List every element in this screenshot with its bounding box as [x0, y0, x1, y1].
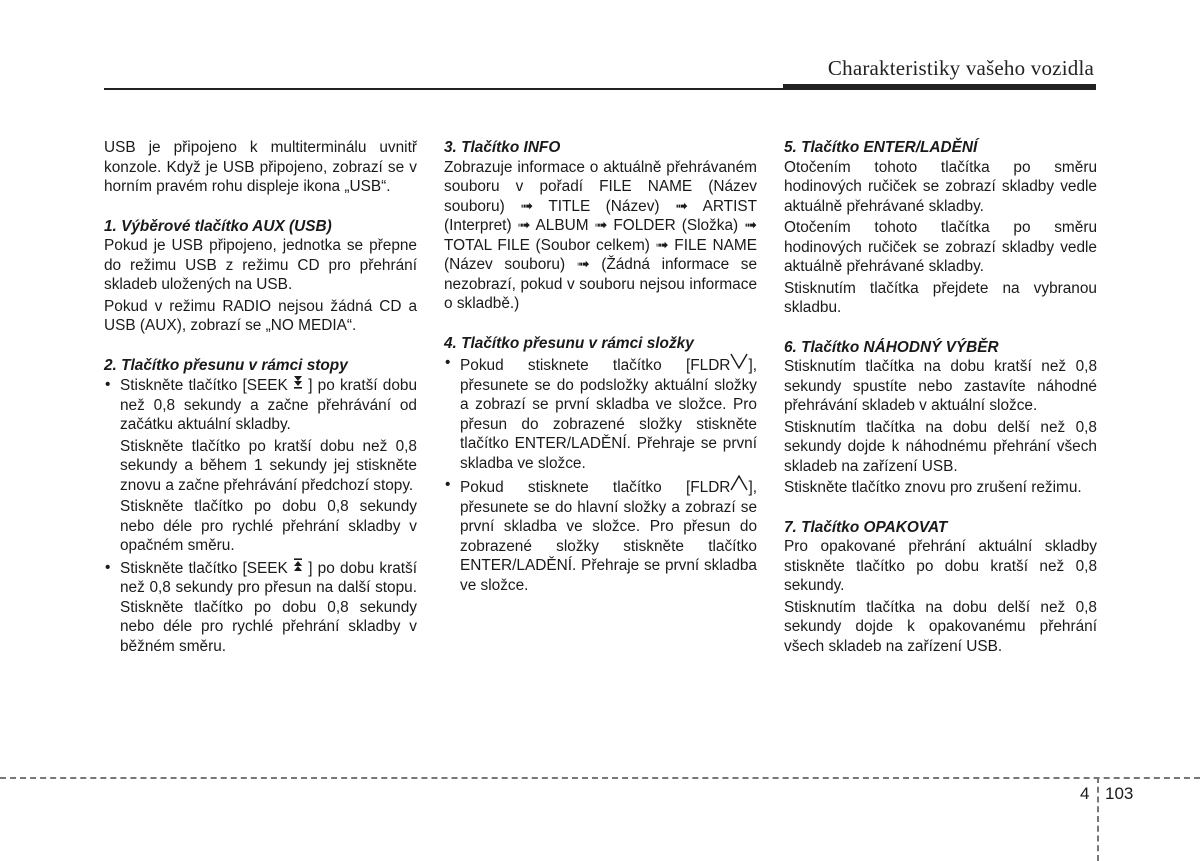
paragraph: Stiskněte tlačítko po dobu 0,8 sekundy nebo déle pro rychlé přehrání skladby v opačném směru.: [120, 498, 417, 554]
section-heading-track-seek: 2. Tlačítko přesunu v rámci stopy: [104, 356, 348, 374]
chevron-down-icon: [730, 353, 748, 376]
arrow-right-icon: ➟: [517, 217, 531, 234]
section-heading-random: 6. Tlačítko NÁHODNÝ VÝBĚR: [784, 338, 999, 356]
paragraph: Stisknutím tlačítka na dobu kratší než 0,8 sekundy spustíte nebo zastavíte náhodné přehrávání skladeb v aktuální složce.: [784, 358, 1097, 414]
paragraph: Otočením tohoto tlačítka po směru hodinových ručiček se zobrazí skladby vedle aktuálně přehrávané skladby.: [784, 219, 1097, 275]
info-paragraph: Zobrazuje informace o aktuálně přehrávaném souboru v pořadí FILE NAME (Název souboru) ➟ TITLE (Název) ➟ ARTIST (Interpret) ➟ ALBUM ➟ FOLDER (Složka) ➟ TOTAL FILE (Soubor celkem) ➟ FILE NAME (Název souboru) ➟ (Žádná informace se nezobrazí, pokud v souboru nejsou informace o skladbě.): [444, 158, 758, 312]
section-heading-repeat: 7. Tlačítko OPAKOVAT: [784, 518, 948, 536]
paragraph: Stisknutím tlačítka přejdete na vybranou skladbu.: [784, 279, 1097, 316]
seek-down-icon: [293, 375, 303, 396]
page-header-title: Charakteristiky vašeho vozidla: [827, 56, 1094, 80]
bullet-item: • Pokud stisknete tlačítko [FLDR ], přesunete se do hlavní složky a zobrazí se první skladba ve složce. Pro přesun do zobrazené složky stiskněte tlačítko ENTER/LADĚNÍ. Přehraje se první skladba ve složce.: [444, 475, 757, 595]
footer-divider: [0, 777, 1200, 779]
section-heading-enter-tune: 5. Tlačítko ENTER/LADĚNÍ: [784, 139, 978, 156]
paragraph: Stisknutím tlačítka na dobu delší než 0,8 sekundy dojde k náhodnému přehrání všech skladeb na zařízení USB.: [784, 418, 1097, 475]
usb-intro-paragraph: USB je připojeno k multiterminálu uvnitř konzole. Když je USB připojeno, zobrazí se v horním pravém rohu displeje ikona „USB“.: [104, 139, 417, 195]
footer-vertical-divider: [1097, 777, 1099, 861]
column-right: [784, 138, 1097, 658]
paragraph: Pokud v režimu RADIO nejsou žádná CD a USB (AUX), zobrazí se „NO MEDIA“.: [104, 297, 417, 334]
page-number: 103: [1105, 784, 1134, 803]
section-heading-info: 3. Tlačítko INFO: [444, 139, 561, 156]
paragraph: Pokud je USB připojeno, jednotka se přepne do režimu USB z režimu CD pro přehrání skladeb uložených na USB.: [104, 237, 417, 293]
paragraph: Stisknutím tlačítka na dobu delší než 0,8 sekundy dojde k opakovanému přehrání všech skladeb na zařízení USB.: [784, 598, 1097, 655]
paragraph: Stiskněte tlačítko znovu pro zrušení režimu.: [784, 479, 1082, 496]
column-left: [104, 138, 417, 658]
bullet-item: • Pokud stisknete tlačítko [FLDR ], přesunete se do podsložky aktuální složky a zobrazí se první skladba ve složce. Pro přesun do zobrazené složky stiskněte tlačítko ENTER/LADĚNÍ. Přehraje se první skladba ve složce.: [444, 353, 757, 473]
column-middle: [444, 138, 757, 597]
arrow-right-icon: ➟: [655, 236, 669, 254]
arrow-right-icon: ➟: [594, 217, 608, 234]
section-heading-aux-usb: 1. Výběrové tlačítko AUX (USB): [104, 217, 332, 235]
chevron-up-icon: [730, 475, 748, 498]
bullet-item: • Stiskněte tlačítko [SEEK ] po dobu kratší než 0,8 sekundy pro přesun na další stopu. Stiskněte tlačítko po dobu 0,8 sekundy nebo déle pro rychlé přehrání skladby v běžném směru.: [104, 558, 417, 657]
paragraph: Stiskněte tlačítko po kratší dobu než 0,8 sekundy a během 1 sekundy jej stiskněte znovu a začne přehrávání předchozí stopy.: [120, 437, 417, 494]
paragraph: Otočením tohoto tlačítka po směru hodinových ručiček se zobrazí skladby vedle aktuálně přehrávané skladby.: [784, 158, 1097, 215]
arrow-right-icon: ➟: [576, 256, 590, 273]
paragraph: Pro opakované přehrání aktuální skladby stiskněte tlačítko po dobu kratší než 0,8 sekundy.: [784, 538, 1097, 594]
header-rule-accent: [783, 84, 1096, 90]
seek-up-icon: [293, 558, 303, 579]
section-heading-folder-move: 4. Tlačítko přesunu v rámci složky: [444, 334, 694, 352]
arrow-right-icon: ➟: [520, 197, 534, 215]
arrow-right-icon: ➟: [675, 197, 688, 215]
bullet-item: • Stiskněte tlačítko [SEEK ] po kratší dobu než 0,8 sekundy a začne přehrávání od začátku aktuální skladby.: [104, 375, 417, 435]
chapter-number: 4: [1080, 784, 1090, 803]
arrow-right-icon: ➟: [744, 217, 757, 234]
